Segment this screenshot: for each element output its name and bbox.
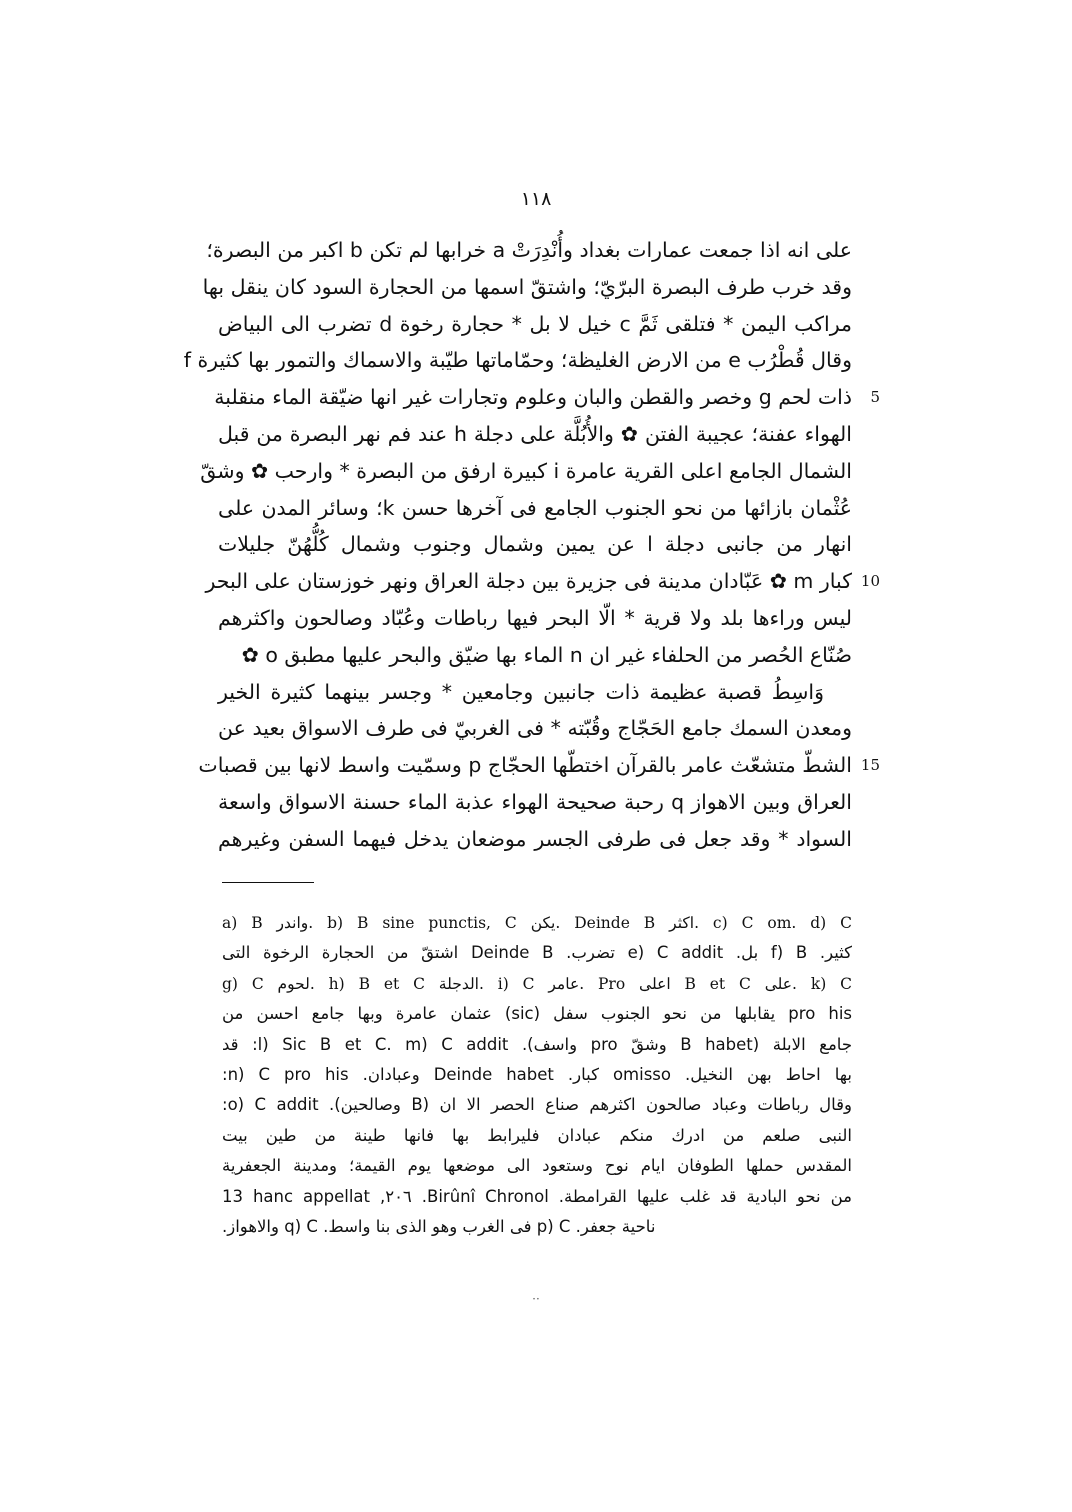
text-line: الهواء عفنة؛ عجيبة الفتن ✿ والأُبُلَّة على دجلة h عند فم نهر البصرة من قبل (218, 421, 852, 446)
text-line: صُنّاع الحُصر من الحلفاء غير ان n الماء بها ضيّق والبحر عليها مطبق o ✿ (241, 642, 852, 667)
text-line: ليس وراءها بلد ولا قرية * الّا البحر فيها رباطات وعُبّاد وصالحون واكثرهم (218, 605, 852, 630)
footnote-line: بها احاط بهن النخيل. omisso كبار. Deinde habet وعبادان. n) C pro his: (222, 1064, 852, 1084)
line-number: 15 (860, 756, 880, 775)
text-line-15 (198, 747, 880, 784)
footer-mark: ·· (532, 1292, 540, 1306)
text-line: عُثْمان بازائها من نحو الجنوب الجامع فى آخرها حسن k؛ وسائر المدن على (218, 495, 853, 520)
text-line: الشمال الجامع اعلى القرية عامرة i كبيرة ارفق من البصرة * وارحب ✿ وشقّ (200, 458, 852, 483)
text-line: انهار من جانبى دجلة l عن يمين وشمال وجنوب وشمال كُلُّهُنّ جليلات (218, 532, 852, 557)
footnote-line: النبى صلعم من ادرك منكم عبادان فليرابط بها فانها طينة من طين بيت (222, 1125, 852, 1145)
text-line: السواد * وقد جعل فى طرفى الجسر موضعان يدخل فيهما السفن وغيرهم (218, 826, 852, 851)
footnote-divider (222, 882, 314, 883)
footnote-line: pro his يقابلها من نحو الجنوب سفل (sic) عثمان عامرة وبها جامع احسن من (222, 1004, 852, 1024)
footnote-line: كثير. f) B بل. e) C addit تضرب. Deinde B اشتقّ من الحجارة الرخوة التى (222, 943, 853, 963)
text-line: مراكب اليمن * فتلقى ثَمَّ c خيل لا بل * حجارة رخوة d تضرب الى البياض (218, 311, 852, 336)
footnotes (222, 908, 852, 1242)
text-line: وقال قُطْرُب e من الارض الغليظة؛ وحمّاماتها طيّبة والاسماك والتمور بها كثيرة f (183, 348, 852, 373)
line-number: 10 (860, 572, 880, 591)
line-text: الشطّ متشعّث عامر بالقرآن اختطّها الحجّاج p وسمّيت واسط لانها بين قصبات (198, 753, 852, 778)
text-line: ومعدن السمك جامع الحَجّاج وقُبّته * فى الغربيّ فى طرف الاسواق بعيد عن (218, 716, 852, 741)
text-line: على انه اذا جمعت عمارات بغداد وأُنْدِرَتْ a خرابها لم تكن b اكبر من البصرة؛ (206, 238, 852, 262)
main-text (183, 232, 880, 858)
line-text: كبار m ✿ عَبّادان مدينة فى جزيرة بين دجلة العراق ونهر خوزستان على البحر (205, 569, 852, 594)
footnote-line: g) C لحوم. h) B et C الدجلة. i) C عامر. Pro اعلى B et C على. k) C (222, 974, 852, 993)
line-text: ذات لحم g وخصر والقطن والبان وعلوم وتجارات غير انها ضيّقة الماء منقلبة (214, 385, 852, 410)
page-number: ١١٨ (520, 188, 552, 210)
text-line: وقد خرب طرف البصرة البرّيّ؛ واشتقّ اسمها من الحجارة السود كان ينقل بها (202, 274, 852, 299)
text-line: وَاسِطُ قصبة عظيمة ذات جانبين وجامعين * وجسر بينهما كثيرة الخير (218, 679, 824, 704)
footnote-line: المقدس حملها الطوفان ايام نوح وستعود الى موضعها يوم القيمة؛ ومدينة الجعفرية (222, 1156, 852, 1176)
footnote-line: جامع الابلة (B habet وشقّ pro واسف). l) Sic B et C. m) C addit: قد (222, 1034, 853, 1054)
footnote-line: وقال رباطات وعباد صالحون اكثرهم صناع الحصر الا ان (B وصالحين). o) C addit: (222, 1095, 852, 1115)
footnote-line: ناحية جعفر. p) C فى الغرب وهو الذى بنا واسط. q) C والاهواز. (222, 1216, 656, 1236)
footnote-line: a) B واندر. b) B sine punctis, C يكن. Deinde B اكثر. c) C om. d) C (222, 914, 853, 932)
line-number: 5 (870, 388, 880, 407)
footnote-line: من نحو البادية قد غلب عليها القرامطة. Birûnî Chronol. ٢٠٦, 13 hanc appellat (222, 1186, 852, 1206)
text-line-5 (214, 379, 880, 416)
text-line: العراق وبين الاهواز q رحبة صحيحة الهواء عذبة الماء حسنة الاسواق واسعة (218, 789, 852, 814)
text-line-10 (205, 563, 880, 600)
